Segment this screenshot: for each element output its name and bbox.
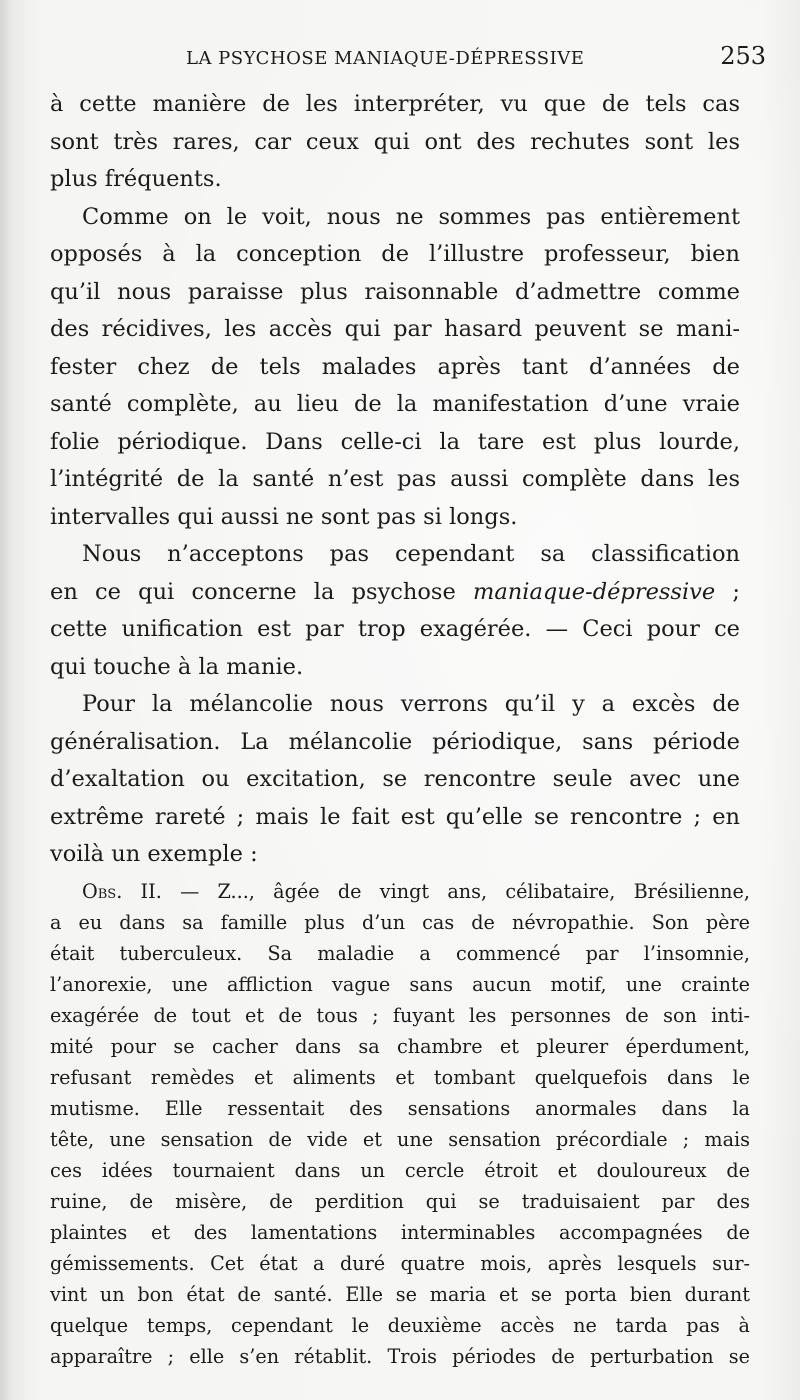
observation-block bbox=[50, 876, 750, 1372]
text-line: folie périodique. Dans celle-ci la tare est plus lourde, bbox=[50, 428, 740, 455]
observation-line: apparaître ; elle s’en rétablit. Trois périodes de perturbation se bbox=[50, 1345, 750, 1368]
observation-line: l’anorexie, une affliction vague sans aucun motif, une crainte bbox=[50, 973, 750, 996]
observation-first-line bbox=[50, 876, 750, 907]
text-line: qu’il nous paraisse plus raisonnable d’admettre comme bbox=[50, 278, 740, 305]
running-head: LA PSYCHOSE MANIAQUE-DÉPRESSIVE bbox=[186, 48, 585, 69]
text-line: généralisation. La mélancolie périodique, sans période bbox=[50, 728, 740, 755]
text-line: Pour la mélancolie nous verrons qu’il y a excès de bbox=[82, 691, 740, 717]
observation-line: tête, une sensation de vide et une sensation précordiale ; mais bbox=[50, 1128, 750, 1151]
text-line: plus fréquents. bbox=[50, 166, 222, 192]
text-line: d’exaltation ou excitation, se rencontre seule avec une bbox=[50, 766, 740, 792]
page-edge-shadow bbox=[0, 0, 12, 1400]
observation-line: mutisme. Elle ressentait des sensations anormales dans la bbox=[50, 1097, 750, 1120]
text-line: qui touche à la manie. bbox=[50, 653, 304, 680]
observation-line: exagérée de tout et de tous ; fuyant les personnes de son inti- bbox=[50, 1004, 750, 1027]
observation-label: Obs. II. bbox=[82, 880, 162, 903]
page-number: 253 bbox=[720, 42, 766, 70]
text-fragment: ; bbox=[715, 578, 741, 605]
italic-term: maniaque-dépressive bbox=[473, 578, 716, 605]
text-line-mixed bbox=[50, 574, 740, 612]
text-line: cette unification est par trop exagérée. — Ceci pour ce bbox=[50, 616, 740, 642]
body-text bbox=[50, 86, 740, 874]
text-line: fester chez de tels malades après tant d’années de bbox=[50, 353, 740, 380]
observation-line: plaintes et des lamentations interminables accompagnées de bbox=[50, 1221, 750, 1244]
observation-line: vint un bon état de santé. Elle se maria et se porta bien durant bbox=[50, 1283, 750, 1306]
text-line: opposés à la conception de l’illustre professeur, bien bbox=[50, 241, 740, 267]
observation-line: quelque temps, cependant le deuxième accès ne tarda pas à bbox=[50, 1314, 750, 1337]
observation-line: ruine, de misère, de perdition qui se traduisaient par des bbox=[50, 1190, 750, 1213]
text-fragment: en ce qui concerne la psychose bbox=[50, 578, 474, 605]
text-line: intervalles qui aussi ne sont pas si longs. bbox=[50, 503, 518, 530]
text-line: Nous n’acceptons pas cependant sa classification bbox=[82, 541, 740, 567]
text-line: Comme on le voit, nous ne sommes pas entièrement bbox=[82, 203, 740, 230]
observation-line: mité pour se cacher dans sa chambre et pleurer éperdument, bbox=[50, 1035, 750, 1058]
observation-line: ces idées tournaient dans un cercle étroit et douloureux de bbox=[50, 1159, 750, 1182]
text-line: santé complète, au lieu de la manifestation d’une vraie bbox=[50, 391, 740, 417]
text-line: l’intégrité de la santé n’est pas aussi complète dans les bbox=[50, 466, 740, 492]
text-line: voilà un exemple : bbox=[50, 841, 258, 867]
text-line: à cette manière de les interpréter, vu que de tels cas bbox=[50, 91, 740, 117]
observation-line: gémissements. Cet état a duré quatre mois, après lesquels sur- bbox=[50, 1252, 750, 1275]
text-line: sont très rares, car ceux qui ont des rechutes sont les bbox=[50, 128, 740, 155]
observation-line: était tuberculeux. Sa maladie a commencé par l’insomnie, bbox=[50, 942, 750, 965]
observation-line: a eu dans sa famille plus d’un cas de névropathie. Son père bbox=[50, 911, 750, 934]
text-fragment: — Z..., âgée de vingt ans, célibataire, Brésilienne, bbox=[161, 880, 750, 903]
observation-line: refusant remèdes et aliments et tombant quelquefois dans le bbox=[50, 1066, 750, 1089]
text-line: des récidives, les accès qui par hasard peuvent se mani- bbox=[50, 316, 740, 342]
page-header bbox=[0, 40, 800, 80]
text-line: extrême rareté ; mais le fait est qu’elle se rencontre ; en bbox=[50, 803, 740, 830]
